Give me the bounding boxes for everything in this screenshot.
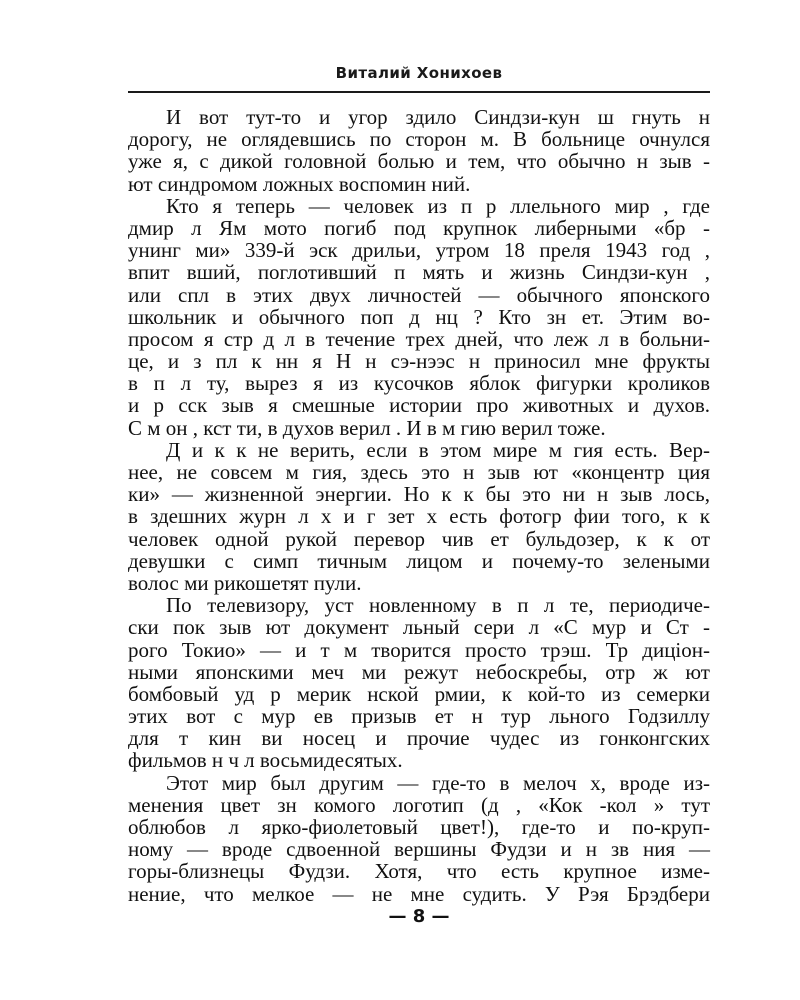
text-line: рого Токио» — и т м творится просто трэш. Тр диціон- [128,637,710,662]
text-line: уже я, с дикой головной болью и тем, что обычно н зыв - [128,149,710,174]
text-line: дмир л Ям мото погиб под крупнок либерными «бр - [128,215,710,240]
page-number: — 8 — [388,906,450,927]
text-line: ски пок зыв ют документ льный сери л «С мур и Ст - [128,615,710,640]
text-line: нение, что мелкое — не мне судить. У Рэя Брэдбери [128,881,710,906]
header-rule [128,91,710,93]
text-line: нее, не совсем м гия, здесь это н зыв ют «концентр ция [128,460,710,484]
text-line: этих вот с мур ев призыв ет н тур льного Годзиллу [128,704,710,729]
text-line: в п л ту, вырез я из кусочков яблок фигурки кроликов [128,371,710,396]
text-line: Этот мир был другим — где-то в мелоч х, вроде из- [166,770,710,795]
text-line: горы-близнецы Фудзи. Хотя, что есть крупное изме- [128,859,710,884]
text-line: И вот тут-то и угор здило Синдзи-кун ш гнуть н [166,105,710,129]
text-line: человек одной рукой перевор чив ет бульдозер, к к от [128,526,710,551]
text-line: По телевизору, уст новленному в п л те, периодиче- [166,593,710,618]
text-line: девушки с симп тичным лицом и почему-то зелеными [128,548,710,573]
text-line: ными японскими меч ми режут небоскребы, отр ж ют [128,659,710,684]
text-line: ному — вроде сдвоенной вершины Фудзи и н зв ния — [128,837,710,862]
text-line: или спл в этих двух личностей — обычного японского [128,282,710,307]
text-line: школьник и обычного поп д нц ? Кто зн ет. Этим во- [128,304,710,329]
text-line: и р сск зыв я смешные истории про животных и духов. [128,393,710,418]
text-line: фильмов н ч л восьмидесятых. [128,748,403,773]
text-line: ют синдромом ложных воспомин ний. [128,171,471,196]
text-line: це, и з пл к нн я Н н сэ-нээс н приносил мне фрукты [128,349,710,374]
text-line: для т кин ви носец и прочие чудес из гонконгских [128,726,710,751]
text-line: впит вший, поглотивший п мять и жизнь Синдзи-кун , [128,260,710,285]
text-line: просом я стр д л в течение трех дней, что леж л в больни- [128,326,710,351]
text-line: Кто я теперь — человек из п р ллельного мир , где [166,193,710,218]
text-line: облюбов л ярко-фиолетовый цвет!), где-то и по-круп- [128,815,710,839]
body-text [128,106,710,905]
text-line: С м он , кст ти, в духов верил . И в м гию верил тоже. [128,415,606,440]
text-line: бомбовый уд р мерик нской рмии, к кой-то из семерки [128,681,710,706]
text-line: дорогу, не оглядевшись по сторон м. В больнице очнулся [128,127,710,152]
text-line: менения цвет зн комого логотип (д , «Кок -кол » тут [128,792,710,817]
running-header-author: Виталий Хонихоев [335,64,503,82]
text-line: Д и к к не верить, если в этом мире м гия есть. Вер- [166,437,710,462]
text-line: волос ми рикошетят пули. [128,570,362,595]
text-line: унинг ми» 339-й эск дрильи, утром 18 преля 1943 год , [128,238,710,263]
text-line: в здешних журн л х и г зет х есть фотогр фии того, к к [128,504,710,529]
text-line: ки» — жизненной энергии. Но к к бы это ни н зыв лось, [128,482,710,507]
